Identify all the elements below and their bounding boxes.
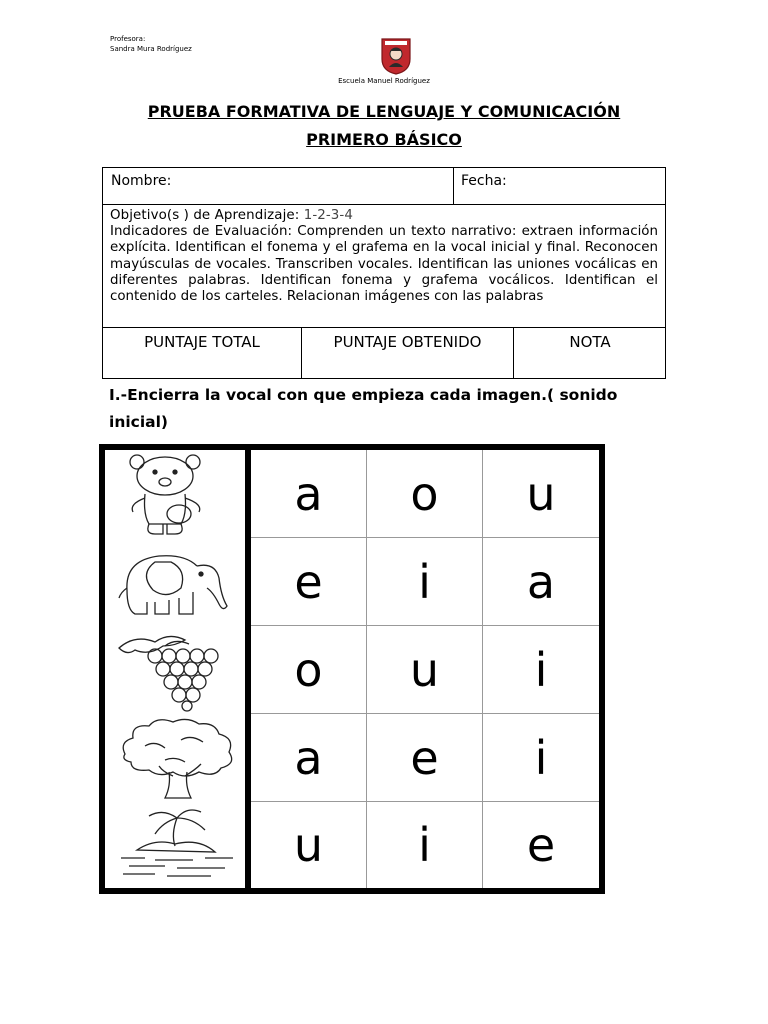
image-cell bbox=[105, 538, 245, 624]
score-row bbox=[103, 328, 665, 378]
grade-header: NOTA bbox=[569, 333, 611, 351]
total-score-header: PUNTAJE TOTAL bbox=[103, 328, 302, 378]
vowel-option[interactable]: a bbox=[251, 450, 367, 538]
obtained-score-header: PUNTAJE OBTENIDO bbox=[302, 328, 514, 378]
vowel-option[interactable]: e bbox=[367, 714, 483, 802]
image-cell bbox=[105, 802, 245, 888]
indicators-label: Indicadores de Evaluación: bbox=[110, 224, 292, 240]
school-crest-icon bbox=[380, 37, 412, 75]
vowel-option[interactable]: e bbox=[526, 818, 556, 872]
page-subtitle: PRIMERO BÁSICO bbox=[306, 130, 462, 149]
vowel-option[interactable]: a bbox=[483, 538, 599, 626]
school-name: Escuela Manuel Rodríguez bbox=[338, 77, 430, 85]
teacher-label: Profesora: bbox=[110, 35, 146, 43]
objective-value: 1-2-3-4 bbox=[303, 208, 353, 223]
objectives-cell bbox=[103, 204, 665, 328]
section1-instruction: I.-Encierra la vocal con que empieza cada imagen.( sonido inicial) bbox=[109, 386, 618, 431]
vowel-option[interactable]: i bbox=[483, 714, 599, 802]
vowel-option[interactable]: o bbox=[251, 626, 367, 714]
image-column bbox=[105, 450, 245, 888]
name-cell[interactable] bbox=[103, 168, 454, 204]
letter-grid bbox=[251, 450, 599, 888]
indicators-paragraph bbox=[110, 224, 658, 305]
student-info-table bbox=[102, 167, 666, 379]
bear-icon bbox=[115, 452, 215, 536]
indicators-text: Comprenden un texto narrativo: extraen información explícita. Identifican el fonema y el grafema en la vocal inicial y final. Reconocen mayúsculas de vocales. Transcriben vocales. Identifican las uniones vocálicas en diferentes palabras. Identifican fonema y grafema vocálicos. Identifican el contenido de los carteles. Relacionan imágenes con las palabras bbox=[110, 224, 658, 305]
name-label: Nombre: bbox=[111, 173, 172, 189]
objective-line bbox=[110, 208, 658, 224]
vowel-option[interactable]: i bbox=[367, 538, 483, 626]
vowel-option[interactable]: i bbox=[367, 802, 483, 888]
vowel-option[interactable]: u bbox=[367, 626, 483, 714]
vowel-option[interactable]: o bbox=[367, 450, 483, 538]
elephant-icon bbox=[115, 540, 235, 624]
vowel-option[interactable]: e bbox=[251, 538, 367, 626]
date-label: Fecha: bbox=[461, 173, 507, 189]
page-title: PRUEBA FORMATIVA DE LENGUAJE Y COMUNICACIÓN bbox=[147, 102, 621, 121]
teacher-info bbox=[110, 34, 192, 54]
image-cell bbox=[105, 626, 245, 712]
vowel-option[interactable]: i bbox=[483, 626, 599, 714]
image-cell bbox=[105, 450, 245, 536]
vowel-option[interactable]: u bbox=[483, 450, 599, 538]
vowel-option[interactable]: a bbox=[251, 714, 367, 802]
name-date-row bbox=[103, 168, 665, 205]
grapes-icon bbox=[115, 628, 235, 712]
vowel-option[interactable]: u bbox=[251, 802, 367, 888]
tree-icon bbox=[115, 716, 239, 802]
objective-label: Objetivo(s ) de Aprendizaje: bbox=[110, 208, 300, 223]
vowel-grid bbox=[99, 444, 605, 894]
image-cell bbox=[105, 714, 245, 800]
teacher-name: Sandra Mura Rodríguez bbox=[110, 45, 192, 53]
island-icon bbox=[115, 804, 239, 888]
